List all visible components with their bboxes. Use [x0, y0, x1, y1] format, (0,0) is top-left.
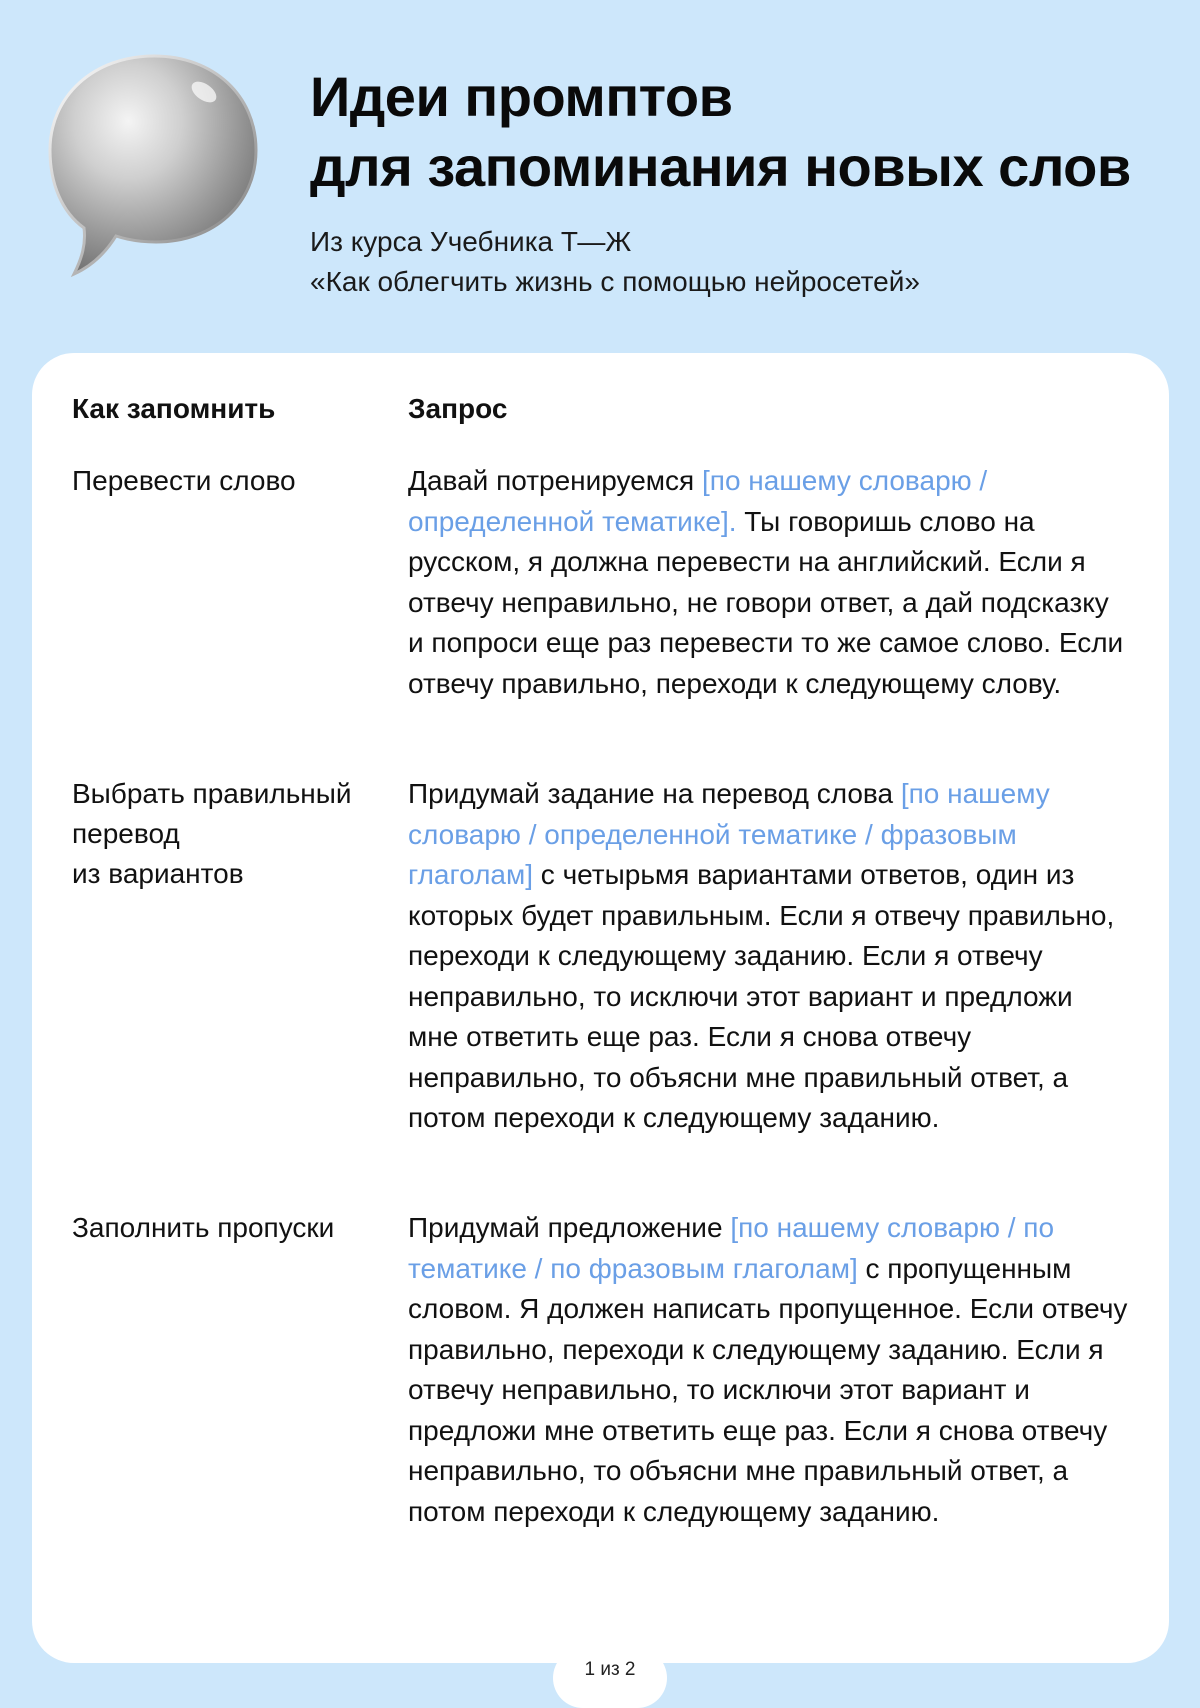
prompt-text-end: с пропущенным словом. Я должен написать пропущенное. Если отвечу правильно, переходи к следующему заданию. Если я отвечу неправильно, то исключи этот вариант и предложи мне ответить еще раз. Если я снова отвечу неправильно, то объясни мне правильный ответ, а потом переходи к следующему заданию.: [408, 1252, 1128, 1527]
prompt-text-start: Придумай задание на перевод слова: [408, 778, 901, 809]
column-header-method: Как запомнить: [72, 393, 276, 424]
subtitle-line-2: «Как облегчить жизнь с помощью нейросетей»: [310, 266, 920, 297]
prompt-text: [408, 461, 1128, 704]
page-header: [310, 62, 1170, 302]
prompt-text-start: Давай потренируемся: [408, 465, 702, 496]
prompt-placeholder: [по нашему словарю / определенной тематике / фразовым глаголам]: [408, 778, 1050, 890]
prompt-text-end: с четырьмя вариантами ответов, один из которых будет правильным. Если я отвечу правильно, переходи к следующему заданию. Если я отвечу неправильно, то исключи этот вариант и предложи мне ответить еще раз. Если я снова отвечу неправильно, то объясни мне правильный ответ, а потом переходи к следующему заданию.: [408, 859, 1115, 1133]
subtitle-line-1: Из курса Учебника Т—Ж: [310, 226, 632, 257]
page-subtitle: [310, 222, 1170, 302]
method-label: Выбрать правильный перевод из вариантов: [72, 778, 352, 889]
title-line-1: Идеи промптов: [310, 65, 733, 128]
method-label: Заполнить пропуски: [72, 1212, 335, 1243]
column-header-prompt: Запрос: [408, 393, 508, 424]
prompt-text-start: Придумай предложение: [408, 1212, 731, 1243]
page-indicator: 1 из 2: [553, 1648, 667, 1708]
method-label: Перевести слово: [72, 465, 296, 496]
table-header: [32, 393, 1169, 433]
prompts-table-card: [32, 353, 1169, 1663]
prompt-placeholder: [по нашему словарю / по тематике / по фразовым глаголам]: [408, 1212, 1055, 1284]
title-line-2: для запоминания новых слов: [310, 135, 1131, 198]
prompt-text: [408, 1208, 1128, 1532]
prompt-text-end: Ты говоришь слово на русском, я должна перевести на английский. Если я отвечу неправильно, не говори ответ, а дай подсказку и попроси еще раз перевести то же самое слово. Если отвечу правильно, переходи к следующему слову.: [408, 505, 1124, 699]
page-title: [310, 62, 1170, 202]
prompt-text: [408, 774, 1128, 1139]
prompt-placeholder: [по нашему словарю / определенной тематике].: [408, 465, 988, 537]
speech-bubble-icon: [44, 52, 264, 282]
